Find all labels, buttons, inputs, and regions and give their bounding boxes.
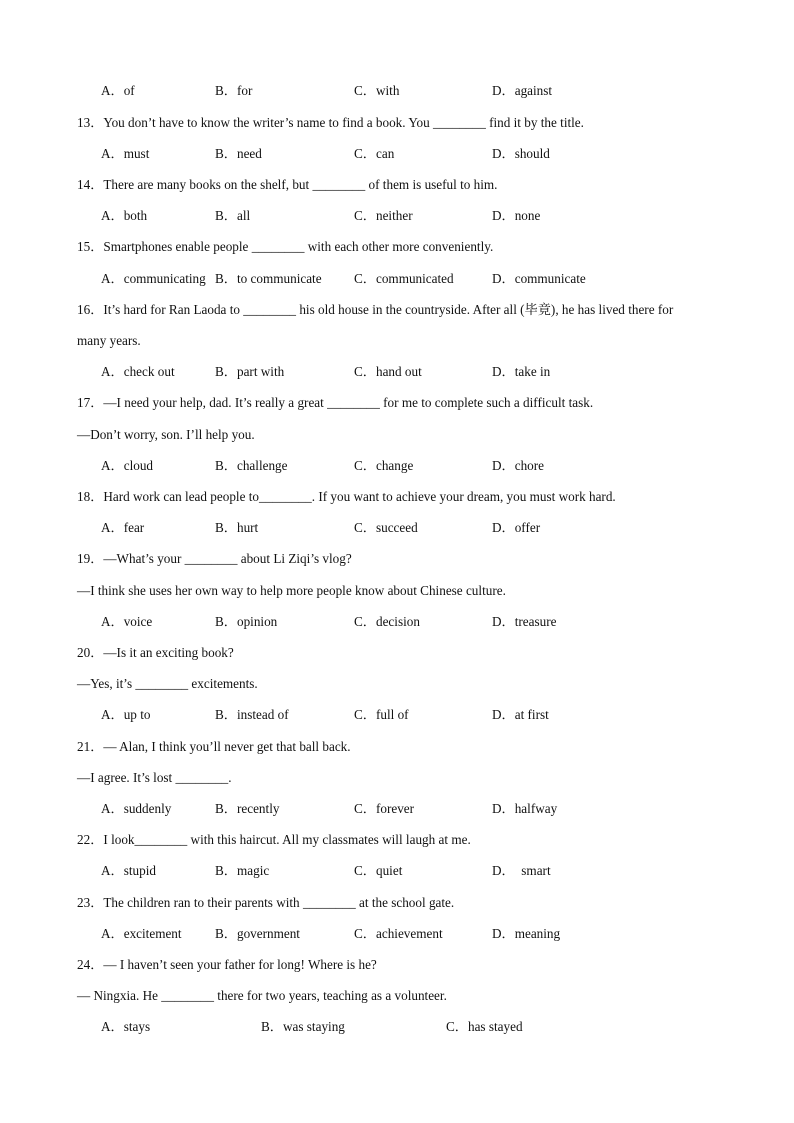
question-stem: 23．The children ran to their parents with ________ at the school gate. [77, 895, 455, 910]
option-a: A．up to [101, 707, 151, 722]
option-c: C．quiet [354, 863, 403, 878]
question-stem: 13．You don’t have to know the writer’s name to find a book. You ________ find it by the title. [77, 115, 584, 130]
question-stem: 16．It’s hard for Ran Laoda to ________ his old house in the countryside. After all (毕竟), he has lived there for [77, 302, 674, 317]
option-b: B．magic [215, 863, 270, 878]
option-a: A．check out [101, 364, 175, 379]
option-c: C．forever [354, 801, 415, 816]
option-b: B．all [215, 208, 251, 223]
question-dialogue-reply: —I agree. It’s lost ________. [77, 770, 232, 785]
option-a: A．voice [101, 614, 153, 629]
option-b: B．instead of [215, 707, 289, 722]
question-stem: 15．Smartphones enable people ________ with each other more conveniently. [77, 239, 494, 254]
option-b: B．part with [215, 364, 285, 379]
option-c: C．neither [354, 208, 413, 223]
option-a: A．must [101, 146, 150, 161]
option-a: A．fear [101, 520, 145, 535]
question-dialogue-reply: —Don’t worry, son. I’ll help you. [77, 427, 255, 442]
option-c: C．full of [354, 707, 409, 722]
question-stem: 14．There are many books on the shelf, but ________ of them is useful to him. [77, 177, 498, 192]
option-c: C．decision [354, 614, 420, 629]
option-c: C．with [354, 83, 400, 98]
option-a: A．stays [101, 1019, 151, 1034]
option-b: B．hurt [215, 520, 259, 535]
option-a: A．excitement [101, 926, 182, 941]
option-d: D．offer [492, 520, 541, 535]
option-d: D．take in [492, 364, 551, 379]
option-a: A．both [101, 208, 148, 223]
option-d: D．none [492, 208, 541, 223]
option-b: B．opinion [215, 614, 278, 629]
question-dialogue-reply: — Ningxia. He ________ there for two years, teaching as a volunteer. [77, 988, 447, 1003]
option-c: C．succeed [354, 520, 418, 535]
option-a: A．communicating [101, 271, 206, 286]
option-d: D．against [492, 83, 553, 98]
question-stem: 17．—I need your help, dad. It’s really a great ________ for me to complete such a difficult task. [77, 395, 594, 410]
question-stem: 19．—What’s your ________ about Li Ziqi’s vlog? [77, 551, 352, 566]
option-b: B．to communicate [215, 271, 322, 286]
option-b: B．challenge [215, 458, 288, 473]
option-c: C．can [354, 146, 395, 161]
option-d: D．meaning [492, 926, 561, 941]
option-a: A．of [101, 83, 135, 98]
option-d: D． smart [492, 863, 551, 878]
question-stem: 20．—Is it an exciting book? [77, 645, 234, 660]
question-stem: 22．I look________ with this haircut. All my classmates will laugh at me. [77, 832, 471, 847]
option-d: D．treasure [492, 614, 557, 629]
option-c: C．has stayed [446, 1019, 523, 1034]
option-a: A．suddenly [101, 801, 172, 816]
question-dialogue-reply: —Yes, it’s ________ excitements. [77, 676, 258, 691]
option-d: D．communicate [492, 271, 586, 286]
option-b: B．was staying [261, 1019, 345, 1034]
option-d: D．should [492, 146, 550, 161]
option-c: C．hand out [354, 364, 422, 379]
option-c: C．achievement [354, 926, 443, 941]
option-c: C．communicated [354, 271, 454, 286]
option-b: B．recently [215, 801, 280, 816]
option-c: C．change [354, 458, 414, 473]
question-stem: 24．— I haven’t seen your father for long! Where is he? [77, 957, 377, 972]
option-a: A．cloud [101, 458, 154, 473]
option-b: B．government [215, 926, 300, 941]
question-stem-continued: many years. [77, 333, 141, 348]
option-d: D．at first [492, 707, 549, 722]
option-d: D．chore [492, 458, 544, 473]
option-b: B．for [215, 83, 253, 98]
option-a: A．stupid [101, 863, 156, 878]
question-stem: 21．— Alan, I think you’ll never get that ball back. [77, 739, 351, 754]
question-dialogue-reply: —I think she uses her own way to help more people know about Chinese culture. [77, 583, 506, 598]
option-d: D．halfway [492, 801, 558, 816]
option-b: B．need [215, 146, 262, 161]
question-stem: 18．Hard work can lead people to________. If you want to achieve your dream, you must work hard. [77, 489, 616, 504]
